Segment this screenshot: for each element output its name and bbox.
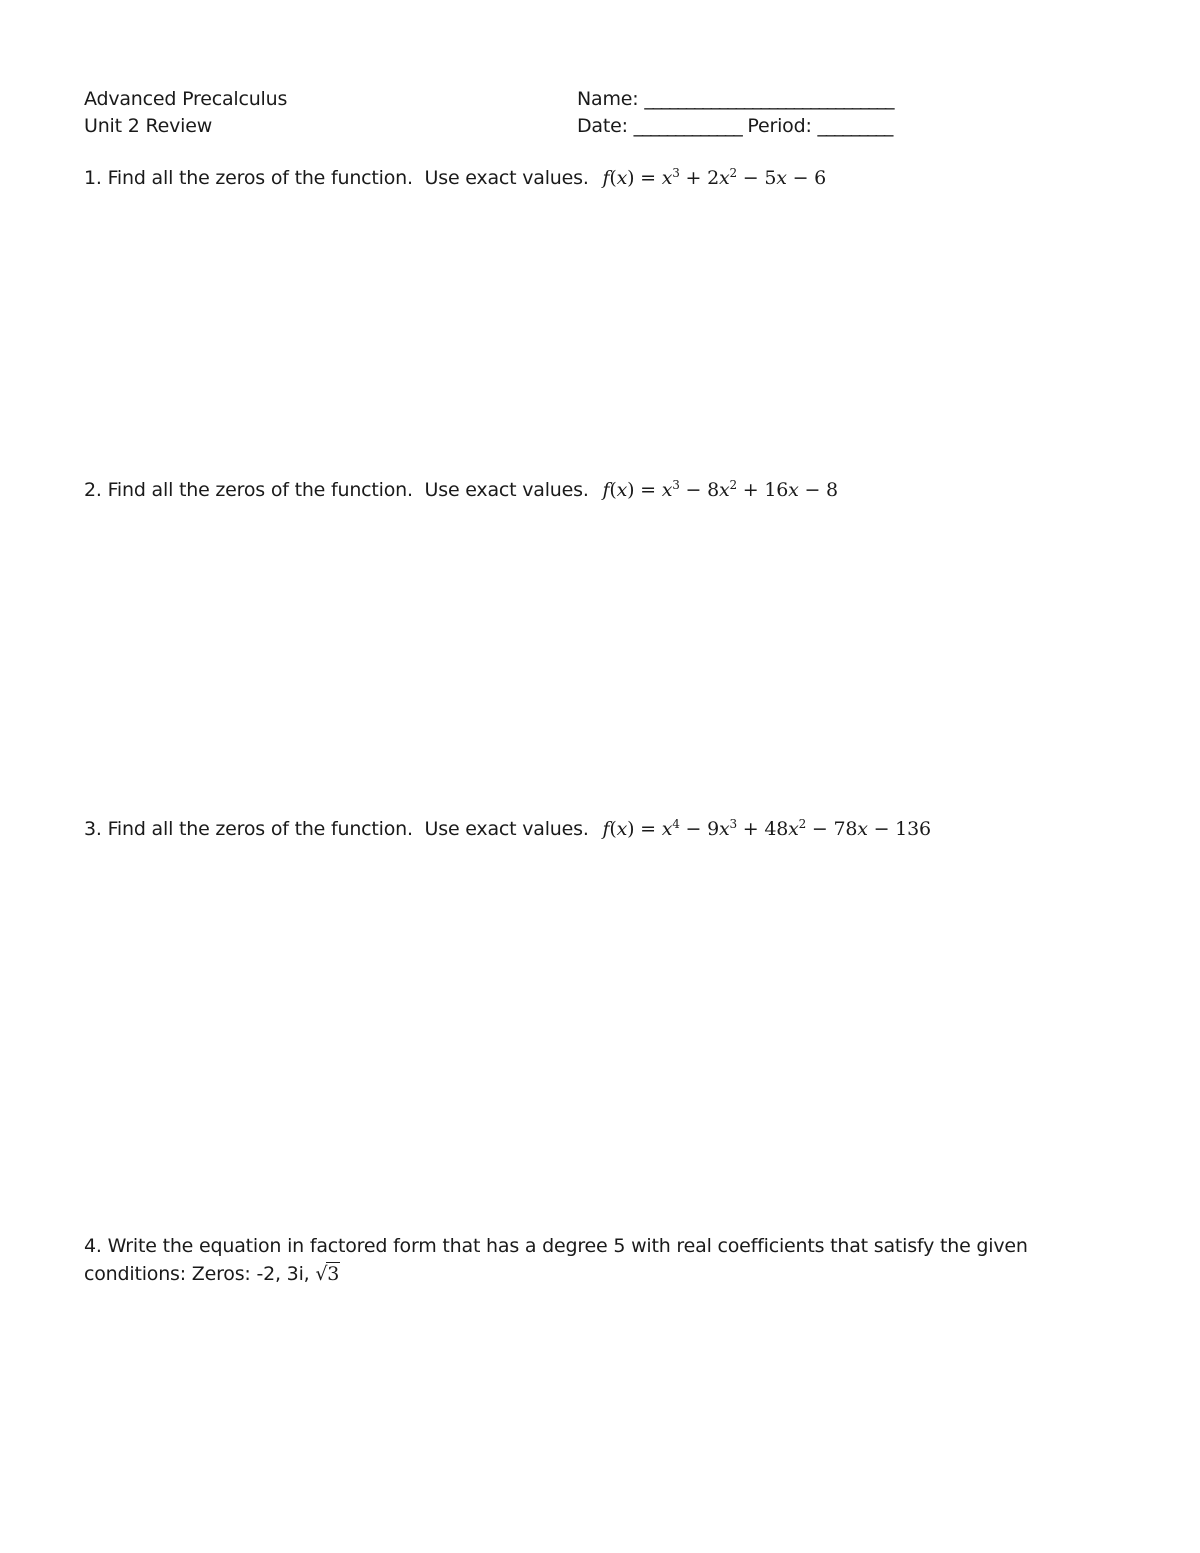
course-title: Advanced Precalculus — [84, 88, 288, 110]
question-number: 1. — [84, 167, 102, 189]
radicand: 3 — [327, 1263, 340, 1285]
question-prompt-line2: conditions: Zeros: -2, 3i, — [84, 1263, 310, 1285]
function-name: f — [602, 167, 610, 189]
unit-title: Unit 2 Review — [84, 115, 213, 137]
date-label: Date: — [577, 115, 628, 137]
question-number: 2. — [84, 479, 102, 501]
question-function: $f(x) = x^3 - 8x^2 + 16x - 8$ — [602, 478, 838, 501]
name-field — [577, 86, 893, 112]
question-1 — [84, 165, 826, 191]
question-prompt-line1: Write the equation in factored form that has a degree 5 with real coefficients that satisfy the given — [107, 1235, 1028, 1257]
function-variable: x — [616, 479, 628, 501]
question-2 — [84, 477, 838, 503]
question-function: $f(x) = x^3 + 2x^2 - 5x - 6$ — [602, 166, 827, 189]
square-root — [315, 1261, 340, 1287]
question-function: $f(x) = x^4 - 9x^3 + 48x^2 - 78x - 136$ — [602, 817, 931, 840]
function-name: f — [602, 479, 610, 501]
radical-symbol: √ — [315, 1263, 328, 1285]
question-number: 4. — [84, 1235, 102, 1257]
function-variable: x — [616, 167, 628, 189]
question-4 — [84, 1233, 1028, 1259]
question-prompt: Find all the zeros of the function. Use exact values. — [107, 167, 589, 189]
question-prompt: Find all the zeros of the function. Use exact values. — [107, 479, 589, 501]
date-blank: _____________ — [633, 115, 742, 137]
question-3 — [84, 816, 931, 842]
period-label: Period: — [747, 115, 812, 137]
name-label: Name: — [577, 88, 639, 110]
name-blank: ______________________________ — [644, 88, 894, 110]
question-number: 3. — [84, 818, 102, 840]
function-name: f — [602, 818, 610, 840]
period-blank: _________ — [817, 115, 893, 137]
question-prompt: Find all the zeros of the function. Use exact values. — [107, 818, 589, 840]
question-4-continued — [84, 1261, 340, 1287]
date-period-field — [577, 113, 892, 139]
function-variable: x — [616, 818, 628, 840]
